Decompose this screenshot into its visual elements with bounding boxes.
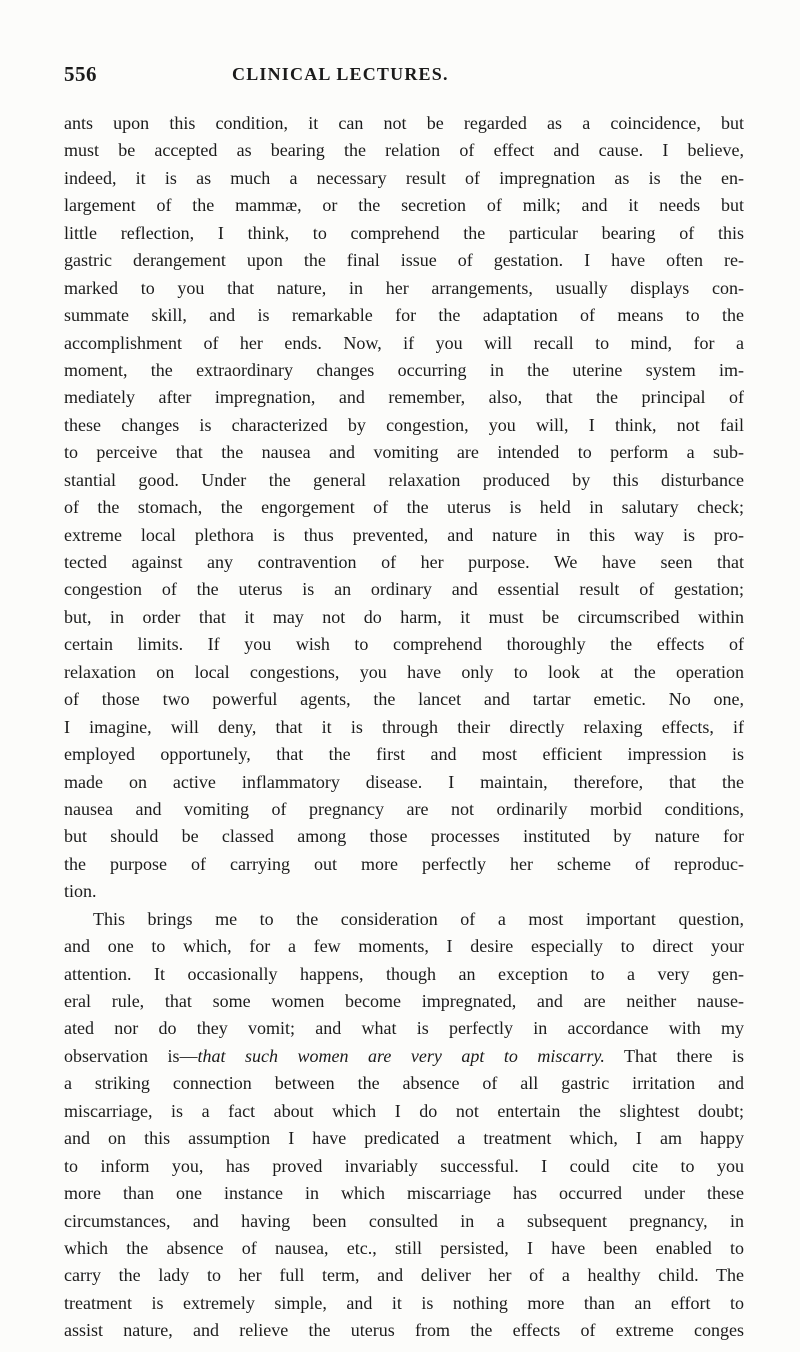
text-line: marked to you that nature, in her arrangements, usually displays con- bbox=[64, 277, 744, 298]
text-line: I imagine, will deny, that it is through their directly relaxing effects, if bbox=[64, 716, 744, 737]
text-line: ated nor do they vomit; and what is perfectly in accordance with my bbox=[64, 1018, 744, 1039]
text-line: to inform you, has proved invariably successful. I could cite to you bbox=[64, 1155, 744, 1176]
text-line: relaxation on local congestions, you have only to look at the operation bbox=[64, 661, 744, 682]
text-line: gastric derangement upon the final issue of gestation. I have often re- bbox=[64, 250, 744, 271]
text-line: congestion of the uterus is an ordinary and essential result of gestation; bbox=[64, 579, 744, 600]
text-line: attention. It occasionally happens, though an exception to a very gen- bbox=[64, 963, 744, 984]
page-header bbox=[64, 62, 736, 92]
text-segment: That there is bbox=[604, 1045, 745, 1066]
text-line: summate skill, and is remarkable for the adaptation of means to the bbox=[64, 305, 744, 326]
text-line: This brings me to the consideration of a most important question, bbox=[93, 908, 744, 929]
text-line: which the absence of nausea, etc., still persisted, I have been enabled to bbox=[64, 1237, 744, 1258]
text-line: certain limits. If you wish to comprehend thoroughly the effects of bbox=[64, 634, 744, 655]
text-line: ants upon this condition, it can not be regarded as a coincidence, but bbox=[64, 113, 744, 133]
text-line: the purpose of carrying out more perfectly her scheme of reproduc- bbox=[64, 853, 744, 874]
text-line: extreme local plethora is thus prevented, and nature in this way is pro- bbox=[64, 524, 744, 545]
text-line: largement of the mammæ, or the secretion of milk; and it needs but bbox=[64, 195, 744, 216]
text-line: accomplishment of her ends. Now, if you will recall to mind, for a bbox=[64, 332, 744, 353]
text-line: must be accepted as bearing the relation of effect and cause. I believe, bbox=[64, 140, 744, 161]
text-line: eral rule, that some women become impregnated, and are neither nause- bbox=[64, 991, 744, 1011]
text-line: made on active inflammatory disease. I maintain, therefore, that the bbox=[64, 771, 744, 792]
text-line: carry the lady to her full term, and deliver her of a healthy child. The bbox=[64, 1265, 744, 1286]
text-line: nausea and vomiting of pregnancy are not ordinarily morbid conditions, bbox=[64, 798, 744, 819]
text-line: employed opportunely, that the first and most efficient impression is bbox=[64, 744, 744, 765]
text-line: treatment is extremely simple, and it is nothing more than an effort to bbox=[64, 1292, 744, 1313]
text-line: stantial good. Under the general relaxation produced by this disturbance bbox=[64, 469, 744, 490]
text-segment: observation is— bbox=[64, 1045, 198, 1066]
text-line: tected against any contravention of her purpose. We have seen that bbox=[64, 552, 744, 572]
text-line: moment, the extraordinary changes occurring in the uterine system im- bbox=[64, 359, 744, 380]
page-number: 556 bbox=[64, 62, 97, 86]
text-line: mediately after impregnation, and remember, also, that the principal of bbox=[64, 387, 744, 408]
text-line: and on this assumption I have predicated a treatment which, I am happy bbox=[64, 1128, 744, 1149]
text-line: of the stomach, the engorgement of the uterus is held in salutary check; bbox=[64, 497, 744, 518]
text-line: to perceive that the nausea and vomiting are intended to perform a sub- bbox=[64, 442, 744, 463]
running-head: CLINICAL LECTURES. bbox=[232, 64, 449, 84]
text-line: a striking connection between the absence of all gastric irritation and bbox=[64, 1073, 744, 1094]
text-line: tion. bbox=[64, 881, 97, 902]
text-line: but should be classed among those processes instituted by nature for bbox=[64, 826, 744, 847]
text-line: indeed, it is as much a necessary result of impregnation as is the en- bbox=[64, 167, 744, 188]
text-line: these changes is characterized by congestion, you will, I think, not fail bbox=[64, 414, 744, 435]
italic-emphasis: that such women are very apt to miscarry. bbox=[197, 1045, 605, 1066]
text-line: more than one instance in which miscarriage has occurred under these bbox=[64, 1183, 744, 1204]
text-line bbox=[64, 1043, 744, 1070]
text-line: assist nature, and relieve the uterus from the effects of extreme conges bbox=[64, 1320, 744, 1341]
text-line: of those two powerful agents, the lancet and tartar emetic. No one, bbox=[64, 689, 744, 710]
text-line: miscarriage, is a fact about which I do not entertain the slightest doubt; bbox=[64, 1100, 744, 1121]
text-line: but, in order that it may not do harm, it must be circumscribed within bbox=[64, 606, 744, 627]
text-line: little reflection, I think, to comprehend the particular bearing of this bbox=[64, 222, 744, 243]
text-line: and one to which, for a few moments, I desire especially to direct your bbox=[64, 936, 744, 957]
text-line: circumstances, and having been consulted in a subsequent pregnancy, in bbox=[64, 1210, 744, 1231]
lecture-text bbox=[64, 110, 744, 1345]
